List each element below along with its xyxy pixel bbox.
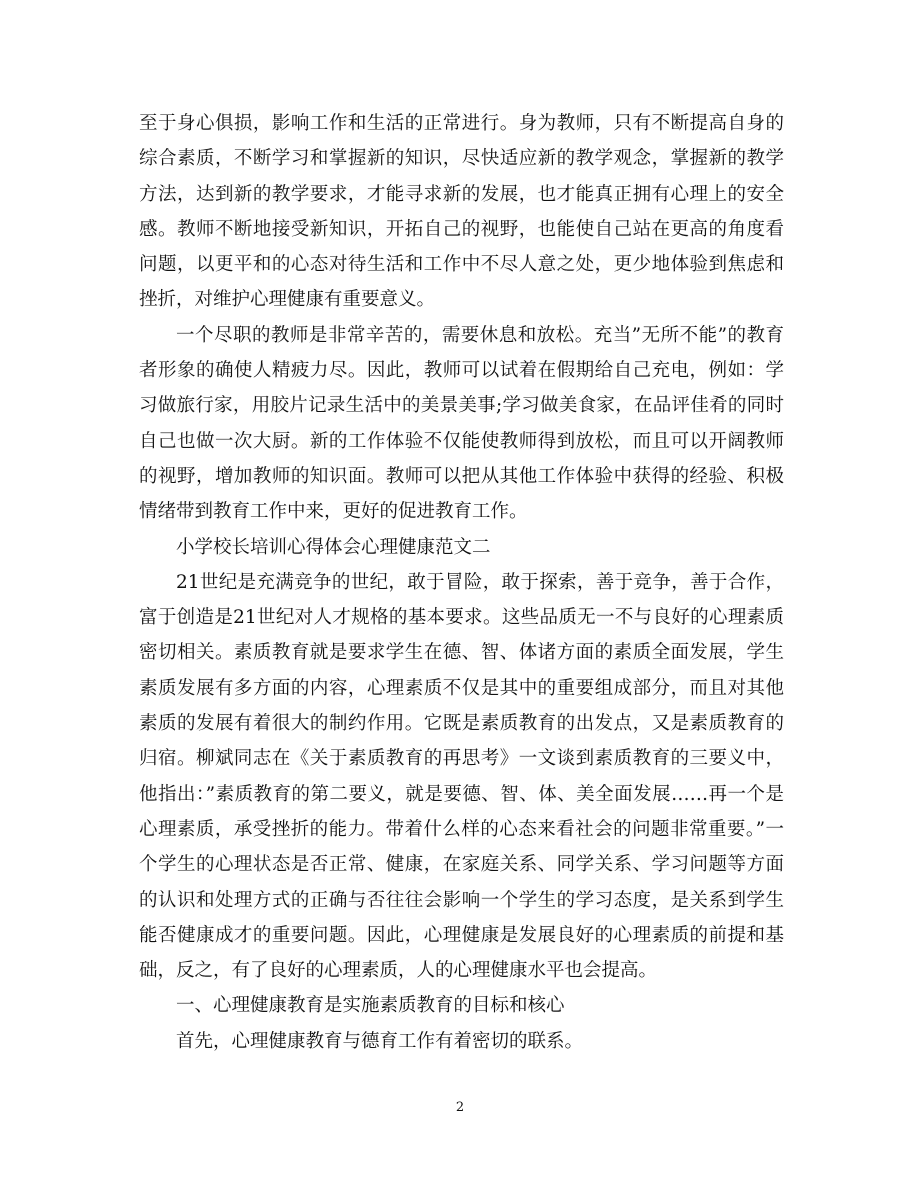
paragraph-quality-education: 21世纪是充满竞争的世纪，敢于冒险，敢于探索，善于竞争，善于合作，富于创造是21世纪对人才规格的基本要求。这些品质无一不与良好的心理素质密切相关。素质教育就是要求学生在德、智、体诸方面的素质全面发展，学生素质发展有多方面的内容，心理素质不仅是其中的重要组成部分，而且对其他素质的发展有着很大的制约作用。它既是素质教育的出发点，又是素质教育的归宿。柳斌同志在《关于素质教育的再思考》一文谈到素质教育的三要义中，他指出：”素质教育的第二要义，就是要德、智、体、美全面发展……再一个是心理素质，承受挫折的能力。带着什么样的心态来看社会的问题非常重要。”一个学生的心理状态是否正常、健康，在家庭关系、同学关系、学习问题等方面的认识和处理方式的正确与否往往会影响一个学生的学习态度，是关系到学生能否健康成才的重要问题。因此，心理健康是发展良好的心理素质的前提和基础，反之，有了良好的心理素质，人的心理健康水平也会提高。 — [139, 571, 784, 982]
document-body — [139, 106, 784, 1059]
page-number: 2 — [455, 1100, 465, 1115]
subheading-mental-health-core: 一、心理健康教育是实施素质教育的目标和核心 — [176, 995, 565, 1017]
section-heading-essay-two: 小学校长培训心得体会心理健康范文二 — [176, 536, 491, 558]
paragraph-continuation: 至于身心俱损，影响工作和生活的正常进行。身为教师，只有不断提高自身的综合素质，不断学习和掌握新的知识，尽快适应新的教学观念，掌握新的教学方法，达到新的教学要求，才能寻求新的发展，也才能真正拥有心理上的安全感。教师不断地接受新知识，开拓自己的视野，也能使自己站在更高的角度看问题，以更平和的心态对待生活和工作中不尽人意之处，更少地体验到焦虑和挫折，对维护心理健康有重要意义。 — [139, 113, 784, 311]
paragraph-teacher-relaxation: 一个尽职的教师是非常辛苦的，需要休息和放松。充当”无所不能”的教育者形象的确使人精疲力尽。因此，教师可以试着在假期给自己充电，例如：学习做旅行家，用胶片记录生活中的美景美事;学习做美食家，在品评佳肴的同时自己也做一次大厨。新的工作体验不仅能使教师得到放松，而且可以开阔教师的视野，增加教师的知识面。教师可以把从其他工作体验中获得的经验、积极情绪带到教育工作中来，更好的促进教育工作。 — [139, 324, 784, 523]
paragraph-moral-education-link: 首先，心理健康教育与德育工作有着密切的联系。 — [176, 1030, 584, 1052]
